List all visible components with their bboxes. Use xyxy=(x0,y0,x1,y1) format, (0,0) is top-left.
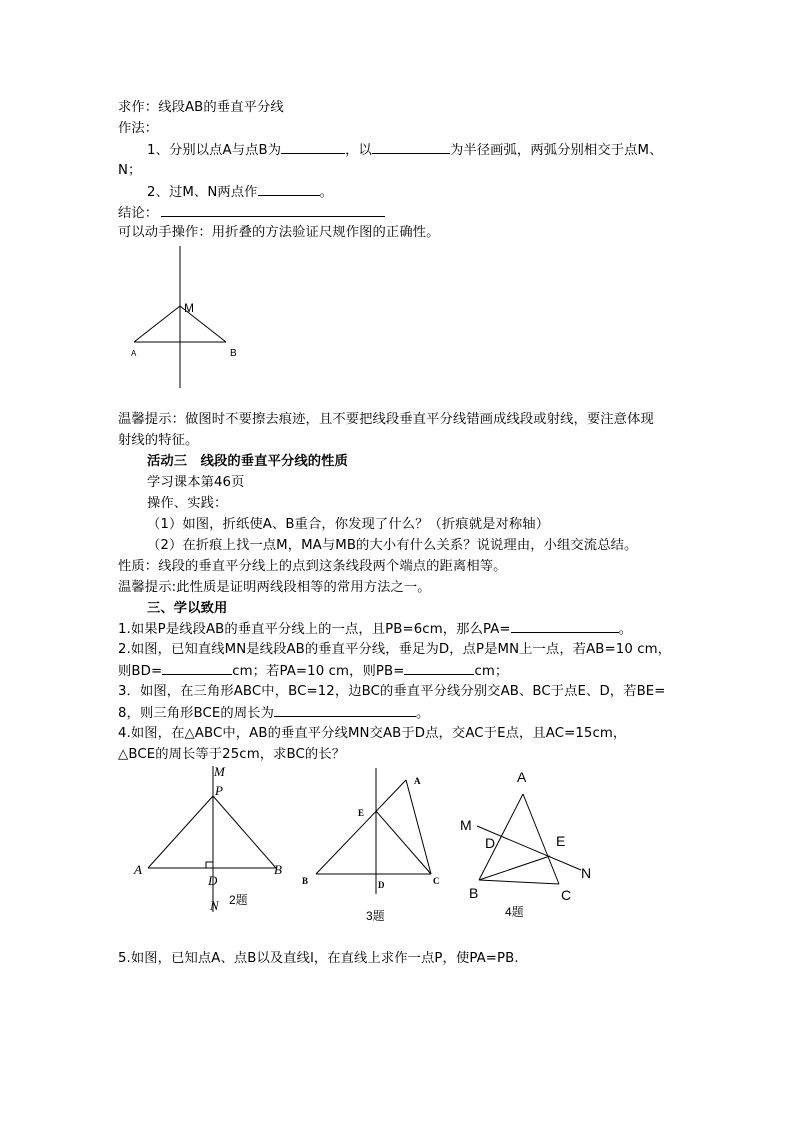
fig3-label-c: C xyxy=(433,876,440,886)
fig2-label-d: D xyxy=(208,873,218,888)
problem-5: 5.如图，已知点A、点B以及直线l，在直线上求作一点P，使PA=PB. xyxy=(118,951,519,966)
hands-on-text: 可以动手操作：用折叠的方法验证尺规作图的正确性。 xyxy=(118,225,440,240)
problem-2-line1: 2.如图，已知直线MN是线段AB的垂直平分线，垂足为D，点P是MN上一点，若AB=10 cm， xyxy=(118,642,672,657)
tip2: 温馨提示:此性质是证明两线段相等的常用方法之一。 xyxy=(118,580,431,595)
figure-1-perpendicular-bisector xyxy=(120,240,260,392)
fig2-label-a: A xyxy=(134,862,142,877)
step1-part-c: 为半径画弧，两弧分别相交于点M、 xyxy=(449,143,663,158)
section3-title: 三、学以致用 xyxy=(147,601,228,616)
p2-text-c: cm；若PA=10 cm，则PB= xyxy=(232,664,405,679)
activity3-q1: （1）如图，折纸使A、B重合，你发现了什么？（折痕就是对称轴） xyxy=(147,517,550,532)
problem-4-line2: △BCE的周长等于25cm，求BC的长？ xyxy=(118,747,346,762)
fig1-label-m: M xyxy=(184,301,194,315)
figure-4 xyxy=(455,766,605,920)
fig1-label-b: B xyxy=(230,348,237,359)
fig4-label-d: D xyxy=(485,835,496,851)
step2-end: 。 xyxy=(319,185,333,200)
tip1-line1: 温馨提示：做图时不要擦去痕迹，且不要把线段垂直平分线错画成线段或射线，要注意体现 xyxy=(118,412,654,427)
problem-3-line1: 3．如图，在三角形ABC中，BC=12，边BC的垂直平分线分别交AB、BC于点E、D，若BE= xyxy=(118,684,666,699)
step1-part-b: ，以 xyxy=(345,143,372,158)
method-label: 作法： xyxy=(118,121,159,136)
fig2-label-n: N xyxy=(210,898,219,913)
fig3-label-e: E xyxy=(358,808,365,818)
fig2-label-b: B xyxy=(274,862,282,877)
fig4-label-e: E xyxy=(556,833,566,849)
tip1-line2: 射线的特征。 xyxy=(118,433,199,448)
blank-radius-length xyxy=(372,141,450,154)
figure-2 xyxy=(128,762,303,914)
step1-line xyxy=(147,141,662,160)
step2-line xyxy=(147,183,333,202)
fig3-label-d: D xyxy=(378,880,385,890)
step2-text: 2、过M、N两点作 xyxy=(147,185,258,200)
fig2-label-m: M xyxy=(214,764,225,779)
p1-text: 1.如果P是线段AB的垂直平分线上的一点，且PB=6cm，那么PA= xyxy=(118,622,511,637)
fig4-label-n: N xyxy=(581,865,592,881)
conclusion-label: 结论： xyxy=(118,206,159,221)
fig3-label-a: A xyxy=(414,776,421,786)
fig1-label-a: A xyxy=(131,349,137,358)
fig3-label-b: B xyxy=(302,876,309,886)
blank-p2-pb xyxy=(404,662,474,675)
p2-text-d: cm； xyxy=(474,664,509,679)
p1-end: 。 xyxy=(618,622,633,637)
blank-p3 xyxy=(274,704,416,717)
step1-part-a: 1、分别以点A与点B为 xyxy=(147,143,282,158)
step1-continuation: N； xyxy=(118,163,142,178)
fig4-label-c: C xyxy=(561,887,572,903)
fig3-caption: 3题 xyxy=(366,909,385,923)
fig2-label-p: P xyxy=(215,783,223,798)
activity3-q2: （2）在折痕上找一点M，MA与MB的大小有什么关系？说说理由，小组交流总结。 xyxy=(147,538,638,553)
activity3-textbook: 学习课本第46页 xyxy=(147,475,245,490)
fig4-label-m: M xyxy=(460,817,472,833)
blank-step2 xyxy=(258,183,320,196)
blank-p1 xyxy=(511,620,619,633)
p3-text-b: 8，则三角形BCE的周长为 xyxy=(118,706,275,721)
activity3-practice: 操作、实践： xyxy=(147,496,228,511)
p2-text-b: 则BD= xyxy=(118,664,163,679)
blank-radius-center xyxy=(281,141,345,154)
problem-1 xyxy=(118,620,632,639)
p3-end: 。 xyxy=(416,706,430,721)
activity3-title: 活动三 线段的垂直平分线的性质 xyxy=(147,454,348,469)
problem-3-line2 xyxy=(118,704,429,723)
blank-p2-bd xyxy=(162,662,232,675)
figure-3 xyxy=(296,764,456,926)
conclusion-line xyxy=(118,204,385,223)
fig2-caption: 2题 xyxy=(229,893,248,907)
construct-title: 求作：线段AB的垂直平分线 xyxy=(118,100,284,115)
blank-conclusion xyxy=(161,204,385,217)
property-statement: 性质：线段的垂直平分线上的点到这条线段两个端点的距离相等。 xyxy=(118,559,507,574)
problem-2-line2 xyxy=(118,662,508,681)
fig4-label-b: B xyxy=(469,885,479,901)
problem-4-line1: 4.如图，在△ABC中，AB的垂直平分线MN交AB于D点，交AC于E点，且AC=15cm， xyxy=(118,726,627,741)
fig4-label-a: A xyxy=(517,769,527,785)
fig4-caption: 4题 xyxy=(505,905,524,919)
